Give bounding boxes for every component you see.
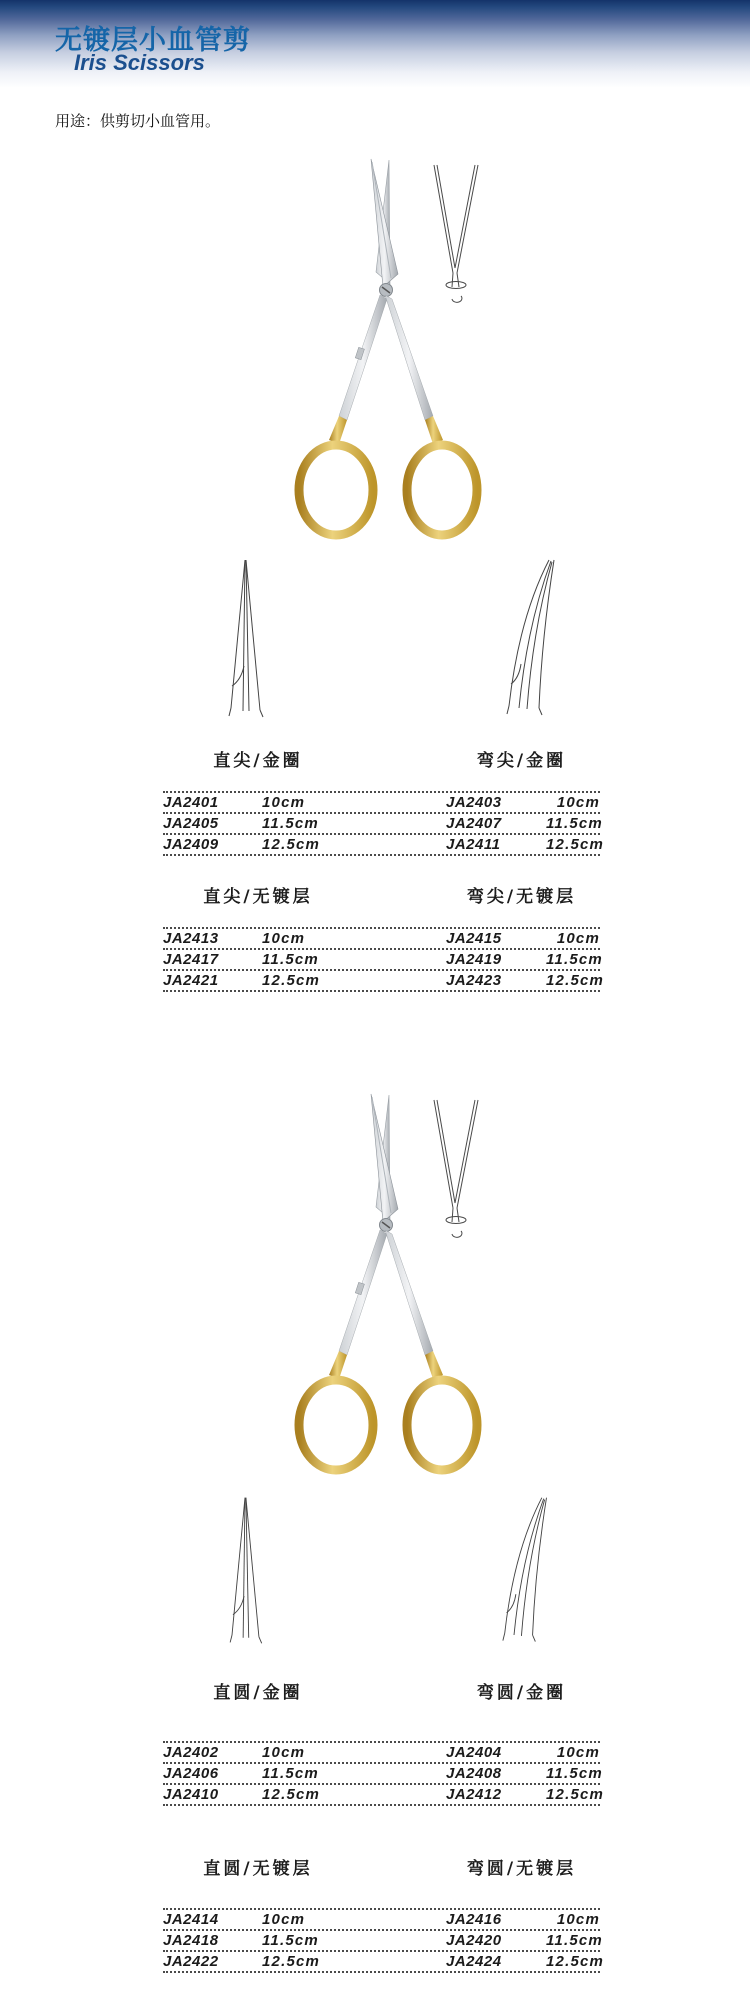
product-size: 12.5cm [546,972,605,989]
straight-tip-drawing-1 [216,556,274,722]
table-title-curved-blunt-uncoated: 弯圆/无镀层 [466,1859,577,1879]
product-size: 12.5cm [262,1953,321,1970]
straight-tip-drawing-2 [216,1494,274,1648]
tip-detail-drawing-1 [432,163,480,309]
product-code: JA2404 [446,1744,502,1761]
product-code: JA2418 [163,1932,219,1949]
table-row [163,927,600,948]
product-code: JA2405 [163,815,219,832]
product-code: JA2410 [163,1786,219,1803]
table-titles-3 [163,1678,600,1703]
table-row [163,1741,600,1762]
product-code: JA2403 [446,794,502,811]
usage-note: 用途：供剪切小血管用。 [55,112,221,130]
product-size: 10cm [556,1911,600,1928]
table-row [163,1908,600,1929]
product-code: JA2407 [446,815,502,832]
product-table-4 [163,1908,605,1973]
product-code: JA2416 [446,1911,502,1928]
curved-tip-drawing-1 [497,556,569,722]
product-size: 12.5cm [262,1786,321,1803]
product-table-3 [163,1741,605,1806]
product-size: 11.5cm [262,1765,319,1782]
table-row [163,1929,603,1950]
product-code: JA2422 [163,1953,219,1970]
product-size: 11.5cm [546,815,603,832]
table-title-curved-uncoated: 弯尖/无镀层 [466,887,577,907]
table-row [163,1762,603,1783]
product-code: JA2413 [163,930,219,947]
product-size: 12.5cm [262,836,321,853]
product-code: JA2408 [446,1765,502,1782]
table-title-straight-blunt-gold: 直圆/金圈 [213,1683,303,1703]
product-size: 10cm [262,1744,306,1761]
product-size: 10cm [262,794,306,811]
table-titles-2 [163,882,600,907]
tip-detail-drawing-2 [432,1098,480,1244]
table-row [163,791,600,812]
product-size: 11.5cm [262,951,319,968]
table-row [163,969,605,992]
product-code: JA2424 [446,1953,502,1970]
product-size: 10cm [262,1911,306,1928]
product-code: JA2412 [446,1786,502,1803]
table-titles-1 [163,746,600,771]
product-size: 11.5cm [546,1765,603,1782]
table-title-curved-blunt-gold: 弯圆/金圈 [476,1683,567,1703]
curved-tip-drawing-2 [492,1494,562,1648]
product-size: 11.5cm [262,815,319,832]
product-code: JA2417 [163,951,219,968]
product-code: JA2415 [446,930,502,947]
product-size: 10cm [262,930,306,947]
table-row [163,833,605,856]
product-code: JA2421 [163,972,219,989]
table-title-straight-blunt-uncoated: 直圆/无镀层 [203,1859,313,1879]
table-row [163,812,603,833]
page-title-en: Iris Scissors [74,50,205,75]
product-code: JA2411 [446,836,501,853]
table-title-straight-uncoated: 直尖/无镀层 [203,887,313,907]
product-code: JA2409 [163,836,219,853]
product-size: 10cm [556,930,600,947]
product-size: 10cm [556,1744,600,1761]
table-row [163,1783,605,1806]
product-size: 11.5cm [546,1932,603,1949]
table-title-straight-gold: 直尖/金圈 [213,751,303,771]
product-size: 10cm [556,794,600,811]
page-header [0,0,750,88]
table-row [163,948,603,969]
table-titles-4 [163,1854,600,1879]
product-size: 11.5cm [262,1932,319,1949]
page-title-zh: 无镀层小血管剪 [55,25,251,56]
product-size: 11.5cm [546,951,603,968]
product-code: JA2419 [446,951,502,968]
product-code: JA2420 [446,1932,502,1949]
product-size: 12.5cm [546,1786,605,1803]
product-size: 12.5cm [262,972,321,989]
product-table-1 [163,791,605,856]
product-size: 12.5cm [546,836,605,853]
product-code: JA2401 [163,794,219,811]
product-code: JA2414 [163,1911,219,1928]
product-code: JA2423 [446,972,502,989]
table-title-curved-gold: 弯尖/金圈 [476,751,567,771]
product-code: JA2402 [163,1744,219,1761]
product-table-2 [163,927,605,992]
table-row [163,1950,605,1973]
product-code: JA2406 [163,1765,219,1782]
product-size: 12.5cm [546,1953,605,1970]
